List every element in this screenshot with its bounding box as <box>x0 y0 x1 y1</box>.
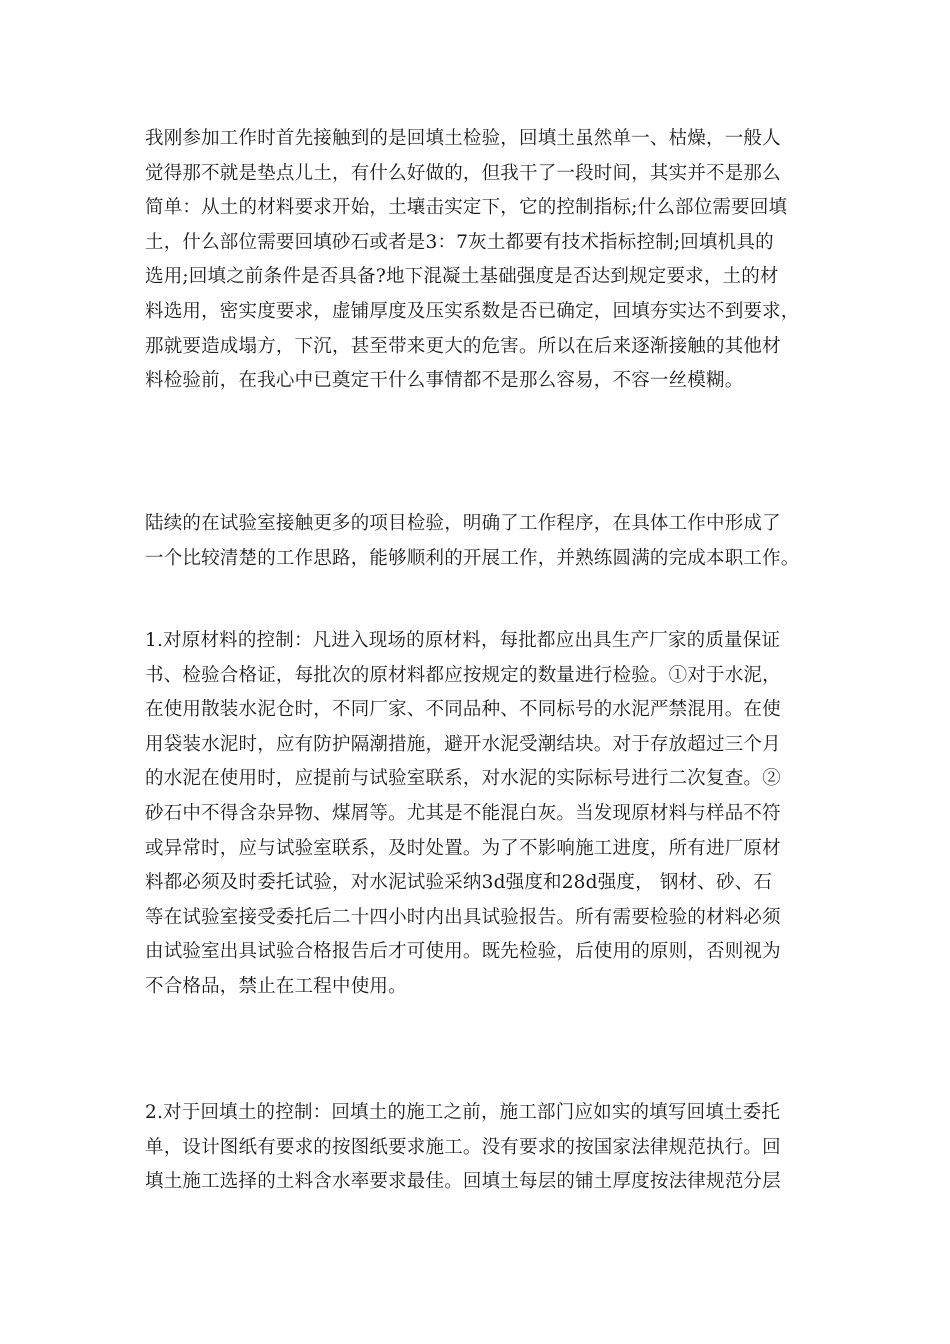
paragraph-backfill-control <box>145 1096 805 1200</box>
text-line: 书、检验合格证，每批次的原材料都应按规定的数量进行检验。①对于水泥， <box>145 664 781 686</box>
text-line: 陆续的在试验室接触更多的项目检验，明确了工作程序，在具体工作中形成了 <box>145 513 781 534</box>
text-line: 在使用散装水泥仓时，不同厂家、不同品种、不同标号的水泥严禁混用。在使 <box>145 699 781 721</box>
text-line: 由试验室出具试验合格报告后才可使用。既先检验，后使用的原则，否则视为 <box>145 941 781 963</box>
paragraph-lab-work <box>145 507 805 576</box>
paragraph-raw-material-control <box>145 624 805 1005</box>
text-line: 那就要造成塌方，下沉，甚至带来更大的危害。所以在后来逐渐接触的其他材 <box>145 335 781 357</box>
text-line: 简单：从土的材料要求开始，土壤击实定下，它的控制指标;什么部位需要回填 <box>145 197 788 219</box>
text-line: 砂石中不得含杂异物、煤屑等。尤其是不能混白灰。当发现原材料与样品不符 <box>145 802 781 824</box>
text-line: 料选用，密实度要求，虚铺厚度及压实系数是否已确定，回填夯实达不到要求， <box>145 300 800 322</box>
text-line: 单，设计图纸有要求的按图纸要求施工。没有要求的按国家法律规范执行。回 <box>145 1136 781 1158</box>
text-line: 不合格品，禁止在工程中使用。 <box>145 975 407 997</box>
text-line: 2.对于回填土的控制：回填土的施工之前，施工部门应如实的填写回填土委托 <box>145 1102 781 1123</box>
text-line: 1.对原材料的控制：凡进入现场的原材料，每批都应出具生产厂家的质量保证 <box>145 630 781 651</box>
text-line: 料都必须及时委托试验，对水泥试验采纳3d强度和28d强度， 钢材、砂、石 <box>145 872 773 894</box>
text-line: 等在试验室接受委托后二十四小时内出具试验报告。所有需要检验的材料必须 <box>145 906 781 928</box>
text-line: 的水泥在使用时，应提前与试验室联系，对水泥的实际标号进行二次复查。② <box>145 768 781 790</box>
text-line: 选用;回填之前条件是否具备?地下混凝土基础强度是否达到规定要求，土的材 <box>145 266 779 288</box>
text-line: 觉得那不就是垫点儿土，有什么好做的，但我干了一段时间，其实并不是那么 <box>145 162 781 184</box>
paragraph-backfill-inspection <box>145 122 805 399</box>
text-line: 或异常时，应与试验室联系，及时处置。为了不影响施工进度，所有进厂原材 <box>145 837 781 859</box>
text-line: 料检验前，在我心中已奠定干什么事情都不是那么容易，不容一丝模糊。 <box>145 370 744 392</box>
text-line: 用袋装水泥时，应有防护隔潮措施，避开水泥受潮结块。对于存放超过三个月 <box>145 733 781 755</box>
text-line: 填土施工选择的土料含水率要求最佳。回填土每层的铺土厚度按法律规范分层 <box>145 1171 781 1193</box>
text-line: 土，什么部位需要回填砂石或者是3：7灰土都要有技术指标控制;回填机具的 <box>145 231 774 253</box>
text-line: 一个比较清楚的工作思路，能够顺利的开展工作，并熟练圆满的完成本职工作。 <box>145 547 800 569</box>
text-line: 我刚参加工作时首先接触到的是回填土检验，回填土虽然单一、枯燥，一般人 <box>145 128 781 149</box>
